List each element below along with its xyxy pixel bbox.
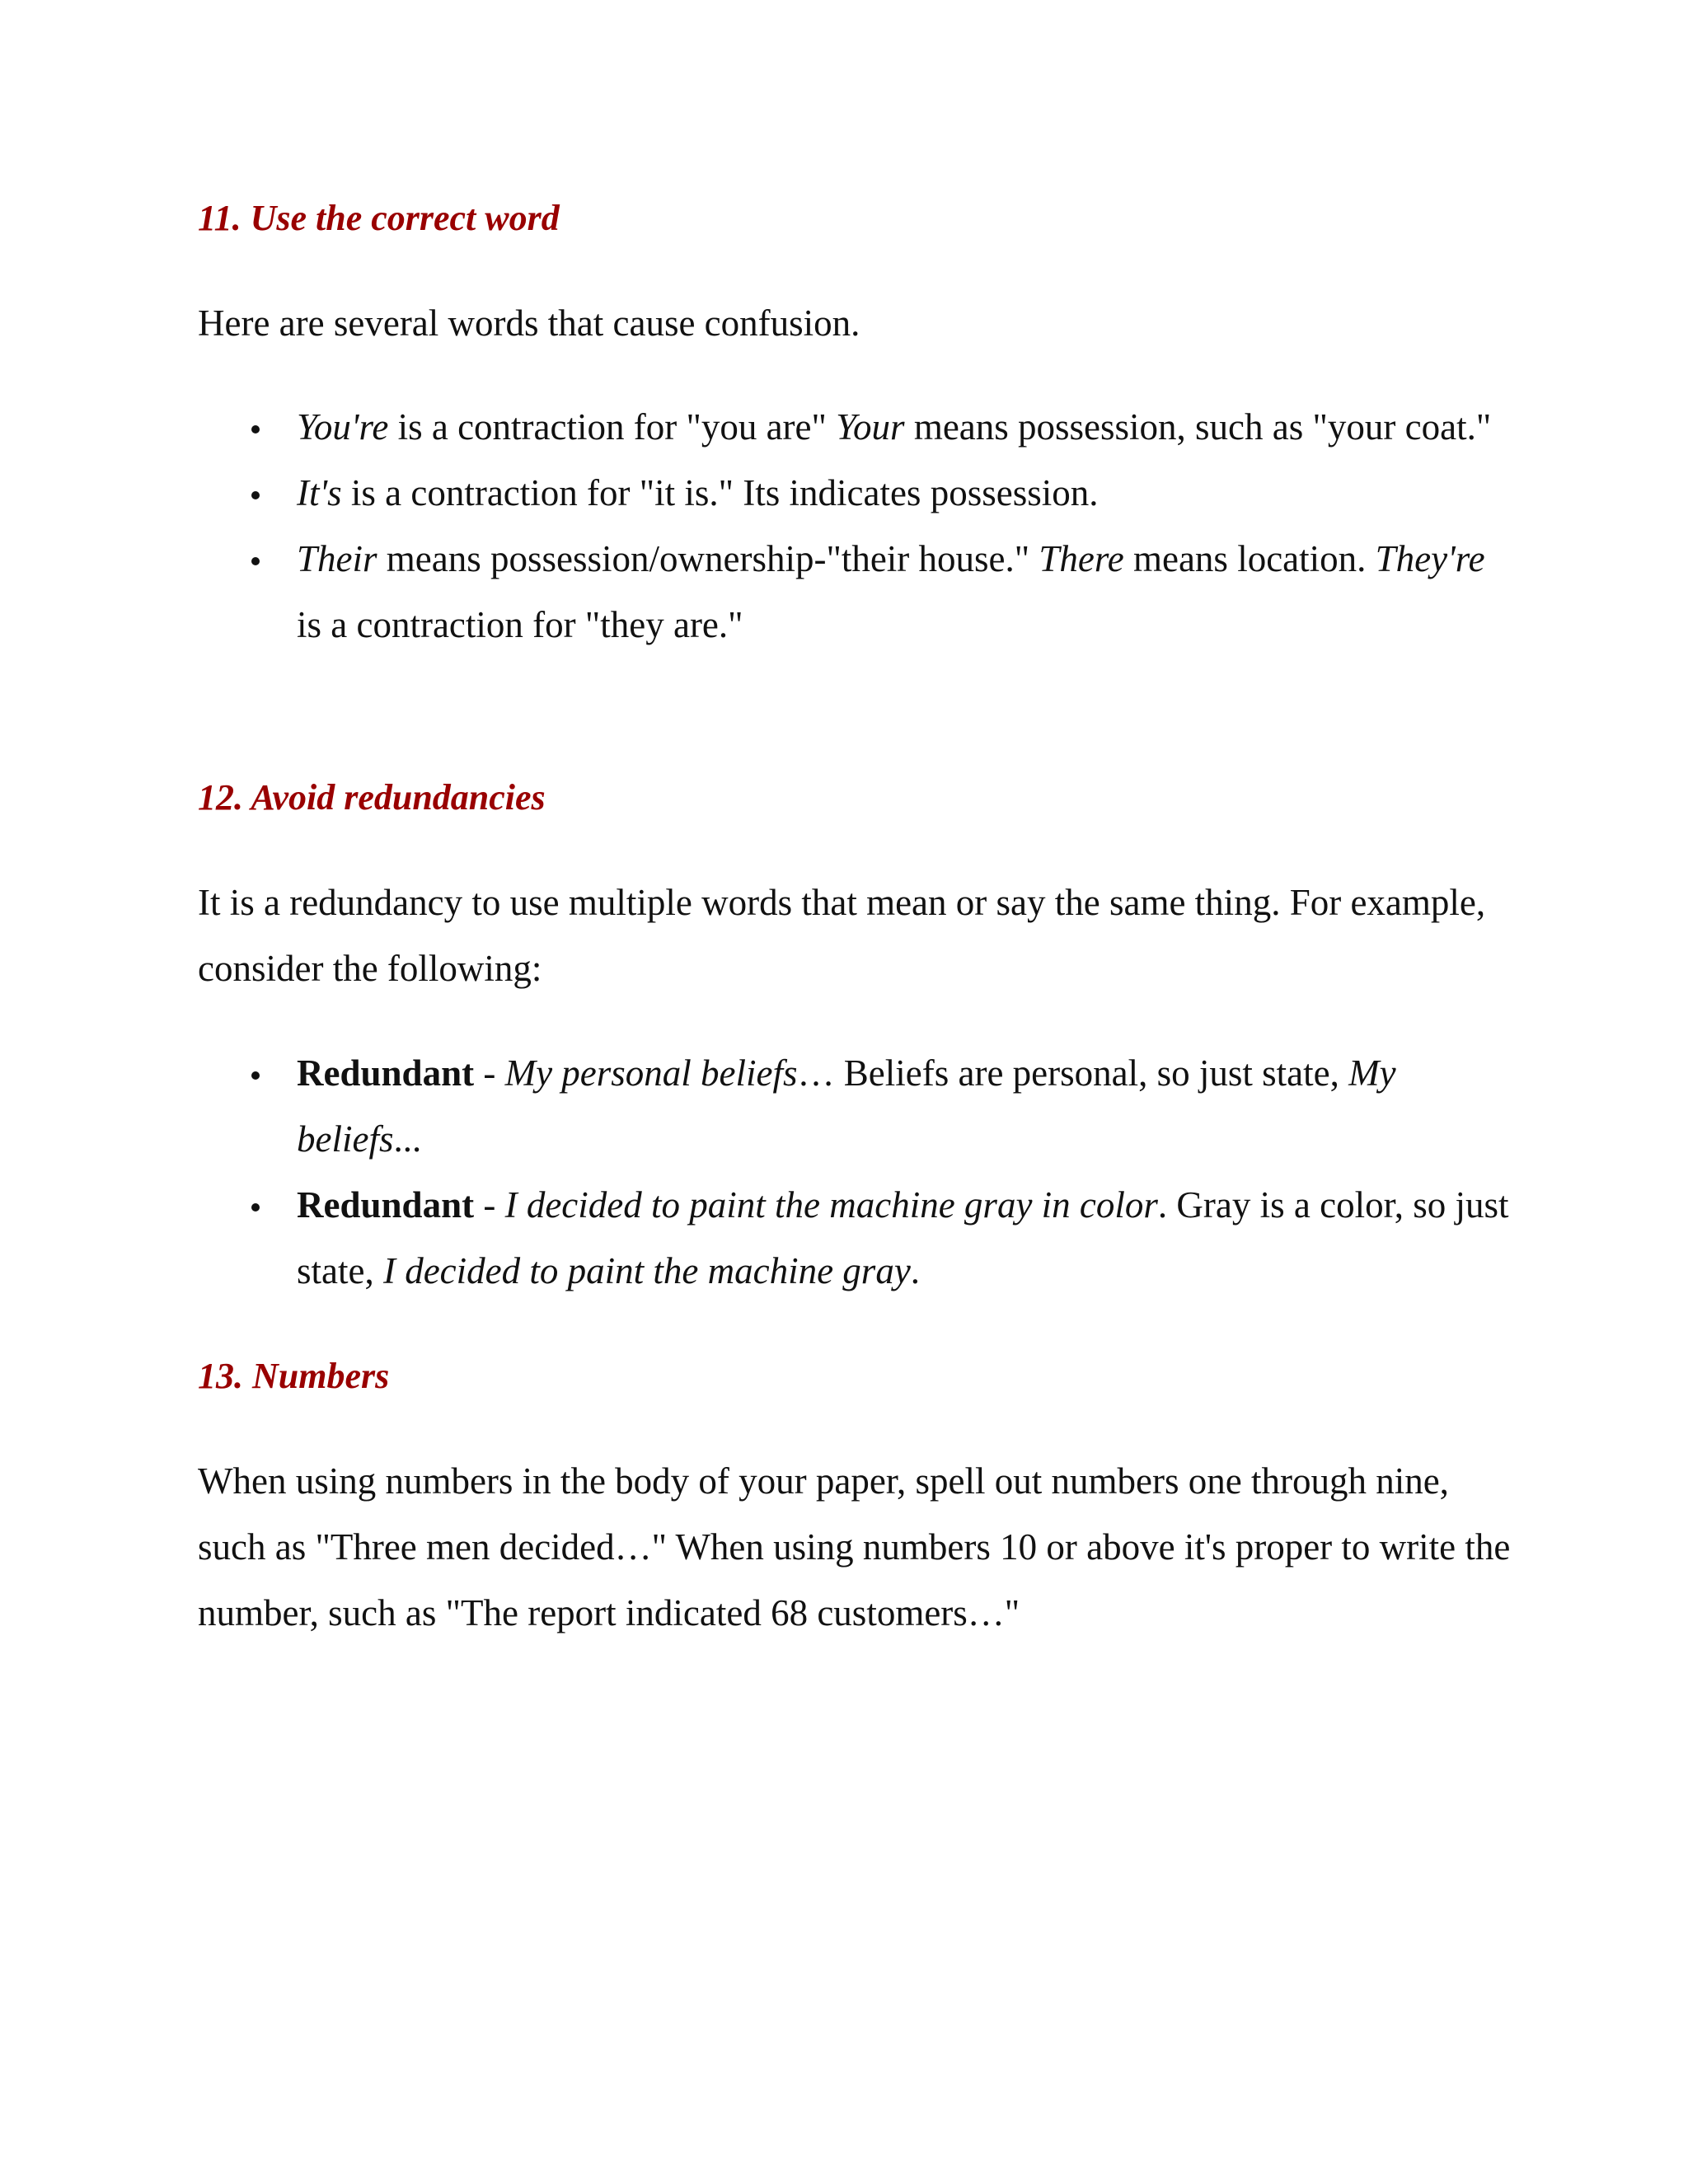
- example-explanation: . Gray is a color, so just state,: [297, 1184, 1509, 1291]
- section-13-body: When using numbers in the body of your paper, spell out numbers one through nine, such as "Three men decided…" When using numbers 10 or above it's proper to write the number, such as "The report indicated 68 customers…": [198, 1460, 1511, 1633]
- bullet-icon: [247, 1172, 264, 1238]
- corrected-example: I decided to paint the machine gray: [382, 1250, 911, 1291]
- redundant-example: My personal beliefs: [504, 1052, 798, 1094]
- redundancy-examples-list: [198, 1040, 1517, 1304]
- section-11-intro: Here are several words that cause confusion.: [198, 302, 860, 344]
- corrected-example: My beliefs: [297, 1052, 1396, 1160]
- word-explanation: means possession, such as "your coat.": [904, 406, 1492, 448]
- word-explanation: is a contraction for "they are.": [297, 604, 743, 645]
- separator: -: [474, 1184, 505, 1226]
- bullet-icon: [247, 1040, 264, 1106]
- example-explanation: … Beliefs are personal, so just state,: [797, 1052, 1349, 1094]
- list-item: [198, 460, 1517, 526]
- word-term: There: [1039, 538, 1124, 579]
- example-ending: .: [910, 1250, 921, 1291]
- list-item: [198, 394, 1517, 460]
- word-term: It's: [297, 472, 342, 513]
- word-term: Their: [297, 538, 377, 579]
- list-item: [198, 1172, 1517, 1304]
- list-item: [198, 526, 1517, 658]
- section-12-intro: It is a redundancy to use multiple words that mean or say the same thing. For example, consider the following:: [198, 882, 1486, 989]
- bullet-icon: [247, 394, 264, 460]
- word-term: You're: [297, 406, 389, 448]
- separator: -: [474, 1052, 505, 1094]
- bullet-icon: [247, 526, 264, 592]
- confusing-words-list: [198, 394, 1517, 658]
- redundant-example: I decided to paint the machine gray in color: [504, 1184, 1158, 1226]
- word-explanation: means possession/ownership-"their house.": [377, 538, 1039, 579]
- bullet-icon: [247, 460, 264, 526]
- word-term: They're: [1375, 538, 1485, 579]
- word-term: Your: [836, 406, 905, 448]
- word-explanation: is a contraction for "it is." Its indicates possession.: [341, 472, 1099, 513]
- section-13-heading: 13. Numbers: [198, 1356, 390, 1396]
- section-11-heading: 11. Use the correct word: [198, 198, 560, 238]
- word-explanation: means location.: [1123, 538, 1376, 579]
- example-ending: ...: [393, 1118, 422, 1160]
- word-explanation: is a contraction for "you are": [388, 406, 837, 448]
- example-label: Redundant: [297, 1184, 475, 1226]
- example-label: Redundant: [297, 1052, 475, 1094]
- section-12-heading: 12. Avoid redundancies: [198, 777, 546, 818]
- list-item: [198, 1040, 1517, 1172]
